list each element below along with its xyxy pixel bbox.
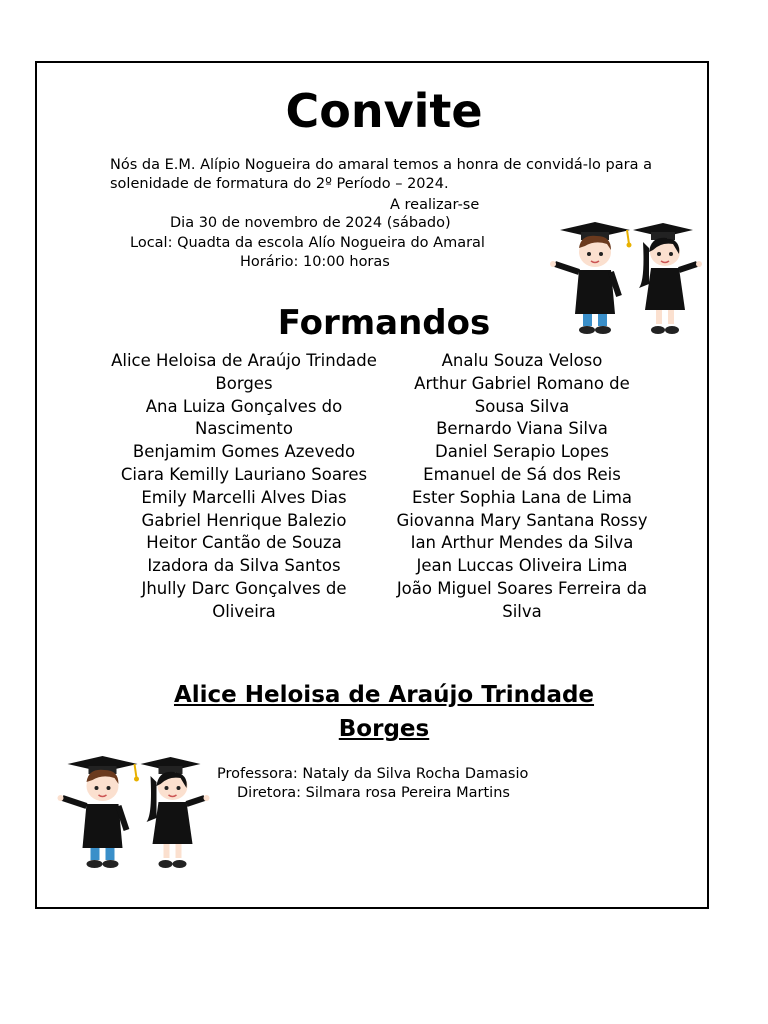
date-text: Dia 30 de novembro de 2024 (sábado): [170, 215, 451, 231]
graduate-name: Ana Luiza Gonçalves do Nascimento: [145, 396, 343, 439]
graduate-name: João Miguel Soares Ferreira da Silva: [396, 578, 648, 621]
graduate-name: Benjamim Gomes Azevedo: [132, 442, 356, 462]
invitation-intro: Nós da E.M. Alípio Nogueira do amaral temos a honra de convidá-lo para a solenidade de formatura do 2º Período – 2024.: [110, 157, 652, 192]
graduate-name: Ciara Kemilly Lauriano Soares: [120, 464, 368, 484]
graduate-name: Daniel Serapio Lopes: [435, 442, 609, 462]
realizar-text: A realizar-se: [390, 197, 480, 213]
honoree-name: Alice Heloisa de Araújo Trindade Borges: [173, 682, 595, 742]
graduates-illustration-bottom: [50, 752, 215, 877]
graduates-right-column: [388, 350, 650, 624]
graduate-name: Ian Arthur Mendes da Silva: [410, 533, 634, 553]
graduate-name: Jean Luccas Oliveira Lima: [416, 556, 628, 576]
graduate-name: Jhully Darc Gonçalves de Oliveira: [141, 578, 347, 621]
graduate-name: Izadora da Silva Santos: [147, 556, 341, 576]
boy-graduate-icon: [58, 756, 140, 868]
graduate-name: Ester Sophia Lana de Lima: [411, 487, 633, 507]
graduate-name: Emanuel de Sá dos Reis: [423, 464, 621, 484]
teacher-signature: Professora: Nataly da Silva Rocha Damasio: [217, 766, 529, 782]
graduate-name: Heitor Cantão de Souza: [146, 533, 342, 553]
graduates-left-column: [110, 350, 378, 624]
graduates-list: [110, 350, 650, 639]
girl-graduate-icon: [141, 757, 210, 868]
director-signature: Diretora: Silmara rosa Pereira Martins: [237, 785, 510, 801]
graduate-name: Bernardo Viana Silva: [436, 419, 608, 439]
time-text: Horário: 10:00 horas: [240, 254, 390, 270]
graduate-name: Gabriel Henrique Balezio: [141, 510, 347, 530]
invitation-title: Convite: [285, 84, 483, 138]
location-text: Local: Quadta da escola Alío Nogueira do Amaral: [130, 235, 485, 251]
graduate-name: Arthur Gabriel Romano de Sousa Silva: [414, 373, 630, 416]
graduate-name: Analu Souza Veloso: [441, 351, 603, 370]
graduates-heading: Formandos: [277, 303, 491, 343]
graduate-name: Giovanna Mary Santana Rossy: [396, 510, 648, 530]
graduate-name: Emily Marcelli Alves Dias: [141, 487, 347, 507]
graduate-name: Alice Heloisa de Araújo Trindade Borges: [111, 351, 377, 393]
